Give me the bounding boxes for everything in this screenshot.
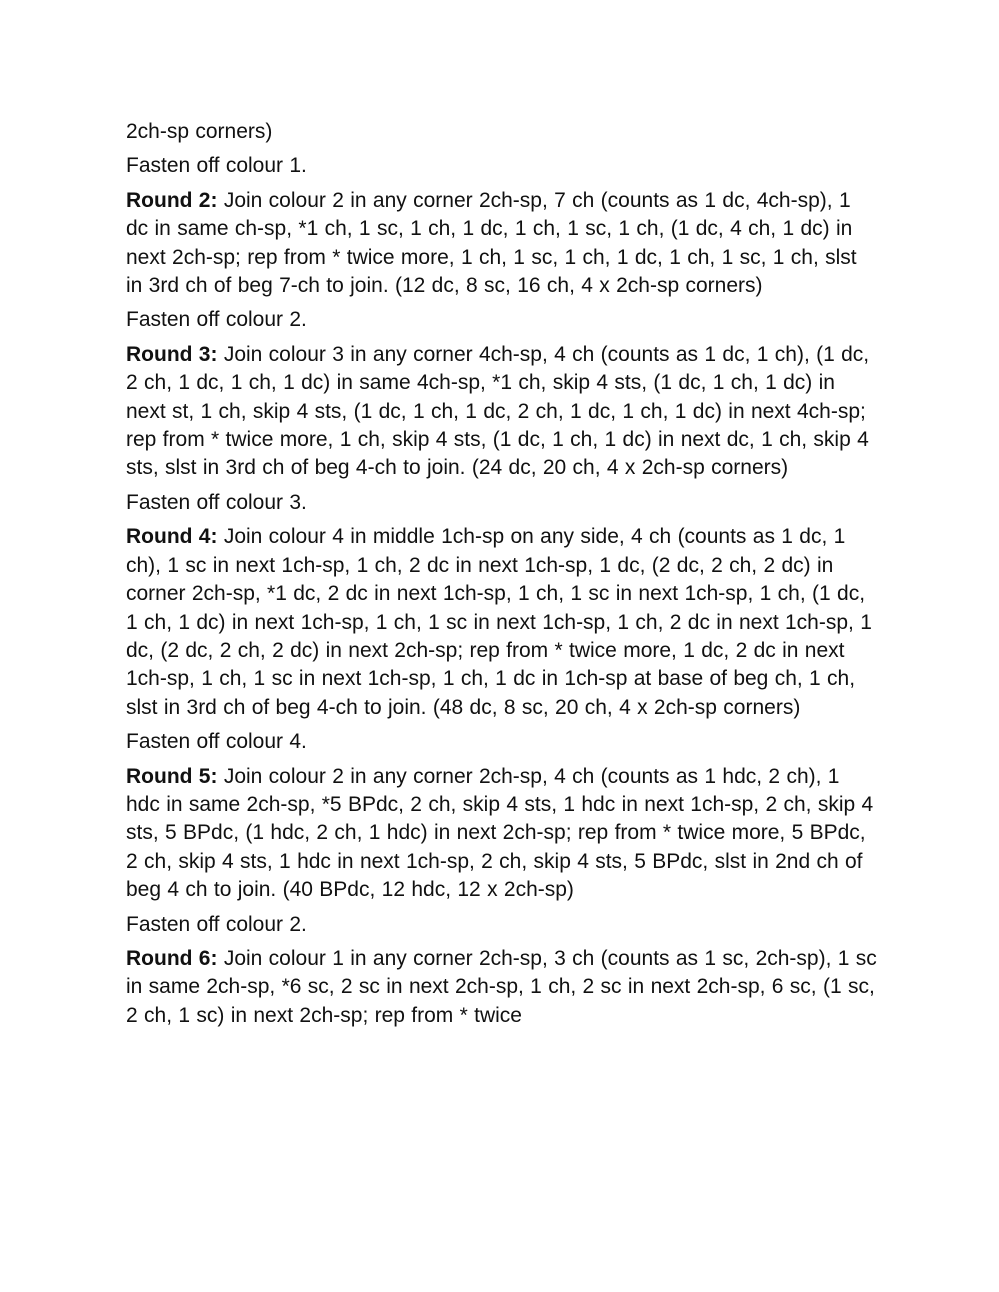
round-4-label: Round 4: [126, 525, 218, 549]
round-6-text: Join colour 1 in any corner 2ch-sp, 3 ch (counts as 1 sc, 2ch-sp), 1 sc in same 2ch-sp, *6 sc, 2 sc in next 2ch-sp, 1 ch, 2 sc in next 2ch-sp, 6 sc, (1 sc, 2 ch, 1 sc) in next 2ch-sp; rep from * twice [126, 946, 877, 1027]
paragraph-fasten-off-2b: Fasten off colour 2. [126, 912, 307, 936]
paragraph-round-3 [126, 341, 878, 483]
paragraph-fasten-off-3: Fasten off colour 3. [126, 490, 307, 514]
round-3-text: Join colour 3 in any corner 4ch-sp, 4 ch (counts as 1 dc, 1 ch), (1 dc, 2 ch, 1 dc, 1 ch, 1 dc) in same 4ch-sp, *1 ch, skip 4 sts, (1 dc, 1 ch, 1 dc) in next st, 1 ch, skip 4 sts, (1 dc, 1 ch, 1 dc, 2 ch, 1 dc, 1 ch, 1 dc) in next 4ch-sp; rep from * twice more, 1 ch, skip 4 sts, (1 dc, 1 ch, 1 dc) in next dc, 1 ch, skip 4 sts, slst in 3rd ch of beg 4-ch to join. (24 dc, 20 ch, 4 x 2ch-sp corners) [126, 342, 870, 480]
round-6-label: Round 6: [126, 946, 218, 970]
round-2-text: Join colour 2 in any corner 2ch-sp, 7 ch (counts as 1 dc, 4ch-sp), 1 dc in same ch-sp, *1 ch, 1 sc, 1 ch, 1 dc, 1 ch, 1 sc, 1 ch, (1 dc, 4 ch, 1 dc) in next 2ch-sp; rep from * twice more, 1 ch, 1 sc, 1 ch, 1 dc, 1 ch, 1 sc, 1 ch, slst in 3rd ch of beg 7-ch to join. (12 dc, 8 sc, 16 ch, 4 x 2ch-sp corners) [126, 188, 857, 298]
round-5-text: Join colour 2 in any corner 2ch-sp, 4 ch (counts as 1 hdc, 2 ch), 1 hdc in same 2ch-sp, *5 BPdc, 2 ch, skip 4 sts, 1 hdc in next 1ch-sp, 2 ch, skip 4 sts, 5 BPdc, (1 hdc, 2 ch, 1 hdc) in next 2ch-sp; rep from * twice more, 5 BPdc, 2 ch, skip 4 sts, 1 hdc in next 1ch-sp, 2 ch, skip 4 sts, 5 BPdc, slst in 2nd ch of beg 4 ch to join. (40 BPdc, 12 hdc, 12 x 2ch-sp) [126, 764, 874, 902]
paragraph-round-5 [126, 763, 878, 905]
round-3-label: Round 3: [126, 342, 218, 366]
round-2-label: Round 2: [126, 188, 218, 212]
paragraph-round-4 [126, 523, 878, 722]
round-4-text: Join colour 4 in middle 1ch-sp on any side, 4 ch (counts as 1 dc, 1 ch), 1 sc in next 1ch-sp, 1 ch, 2 dc in next 1ch-sp, 1 dc, (2 dc, 2 ch, 2 dc) in corner 2ch-sp, *1 dc, 2 dc in next 1ch-sp, 1 ch, 1 sc in next 1ch-sp, 1 ch, (1 dc, 1 ch, 1 dc) in next 1ch-sp, 1 ch, 1 sc in next 1ch-sp, 1 ch, 2 dc in next 1ch-sp, 1 dc, (2 dc, 2 ch, 2 dc) in next 2ch-sp; rep from * twice more, 1 dc, 2 dc in next 1ch-sp, 1 ch, 1 sc in next 1ch-sp, 1 ch, 1 dc in 1ch-sp at base of beg ch, 1 ch, slst in 3rd ch of beg 4-ch to join. (48 dc, 8 sc, 20 ch, 4 x 2ch-sp corners) [126, 525, 872, 719]
paragraph-fasten-off-1: Fasten off colour 1. [126, 154, 307, 178]
paragraph-fasten-off-2: Fasten off colour 2. [126, 308, 307, 332]
paragraph-continuation: 2ch-sp corners) [126, 120, 273, 143]
paragraph-fasten-off-4: Fasten off colour 4. [126, 730, 307, 754]
paragraph-round-6 [126, 945, 878, 1030]
round-5-label: Round 5: [126, 764, 218, 788]
pattern-text [126, 118, 878, 1036]
paragraph-round-2 [126, 187, 878, 301]
